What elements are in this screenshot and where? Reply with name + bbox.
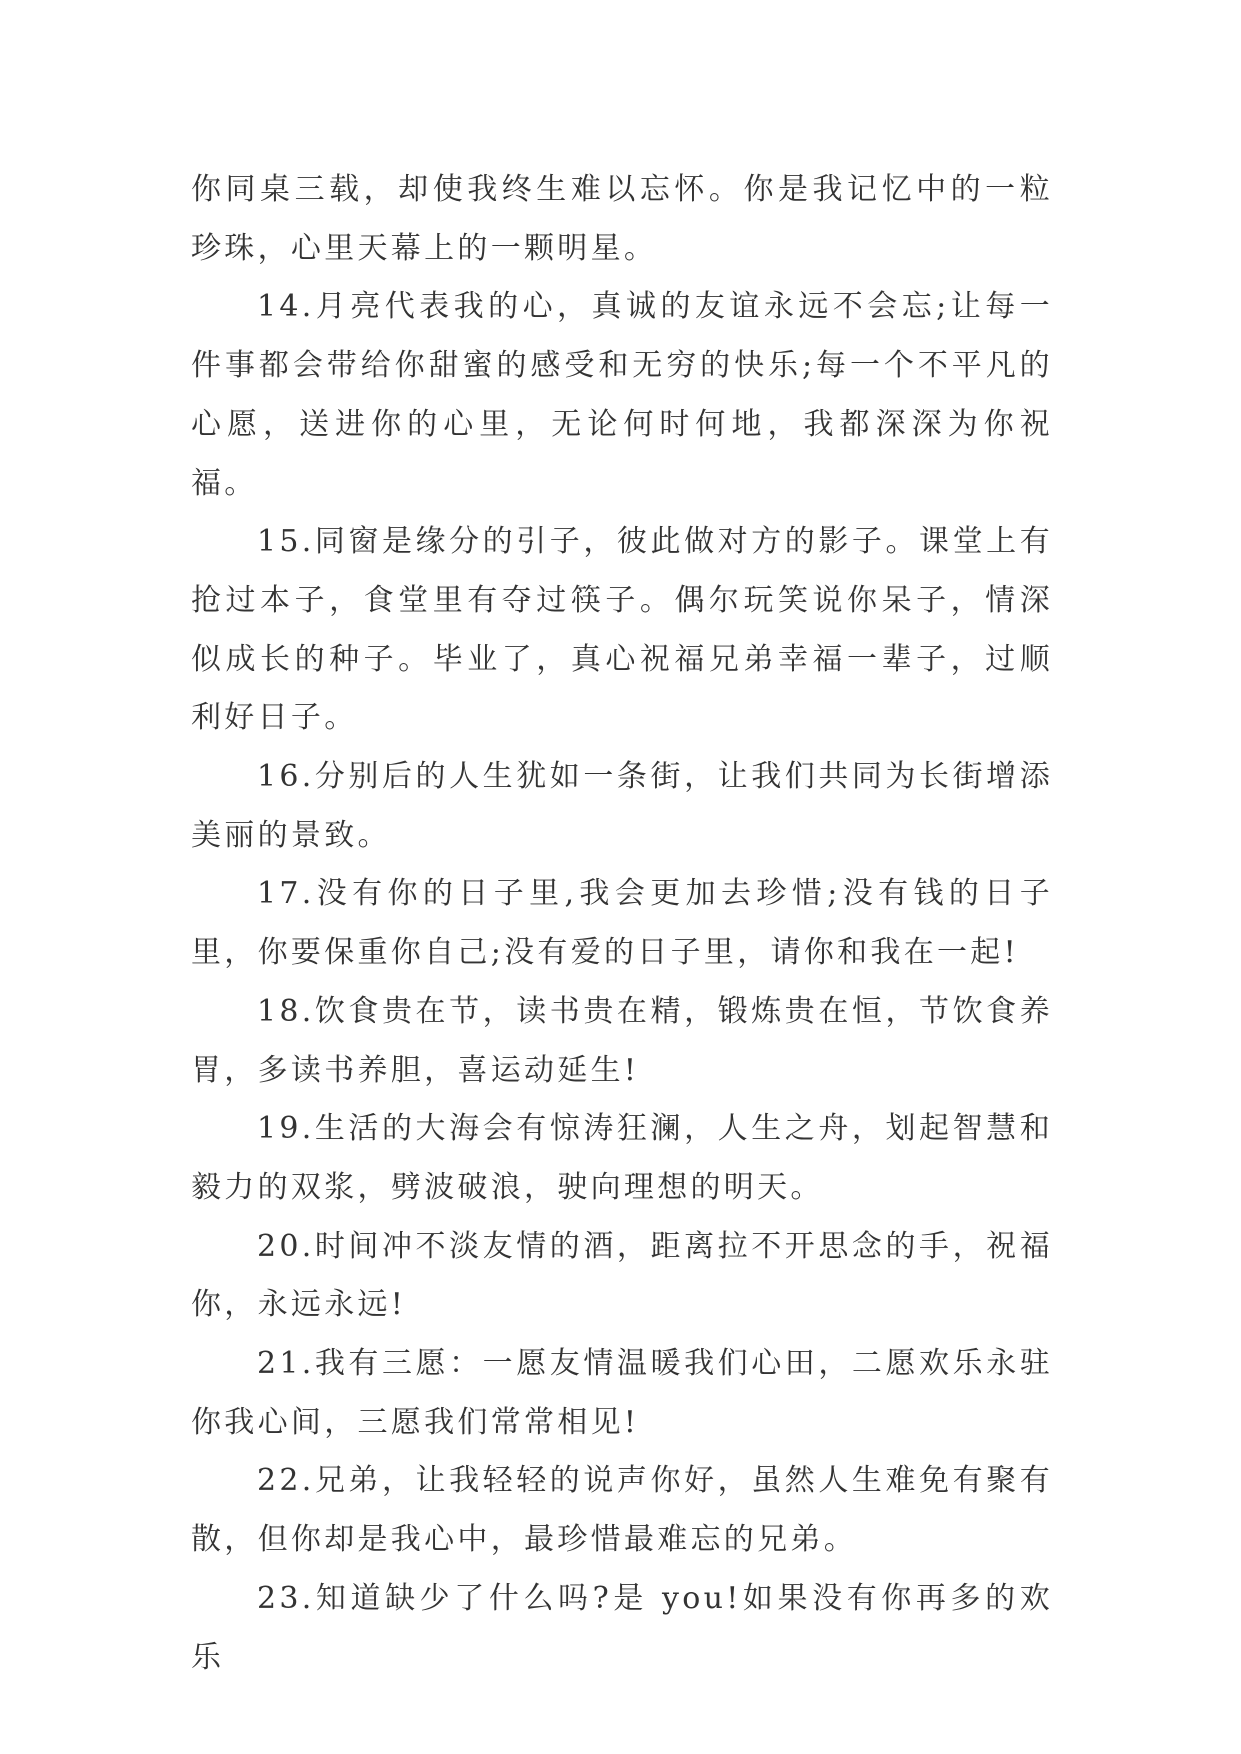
paragraph-item-17: 17.没有你的日子里,我会更加去珍惜;没有钱的日子里，你要保重你自己;没有爱的日子里，请你和我在一起! <box>191 876 1053 971</box>
paragraph-item-18: 18.饮食贵在节，读书贵在精，锻炼贵在恒，节饮食养胃，多读书养胆，喜运动延生! <box>191 993 1053 1088</box>
paragraph-item-14: 14.月亮代表我的心，真诚的友谊永远不会忘;让每一件事都会带给你甜蜜的感受和无穷的快乐;每一个不平凡的心愿，送进你的心里，无论何时何地，我都深深为你祝福。 <box>191 289 1053 501</box>
paragraph-item-22: 22.兄弟，让我轻轻的说声你好，虽然人生难免有聚有散，但你却是我心中，最珍惜最难忘的兄弟。 <box>191 1463 1053 1558</box>
paragraph-item-21: 21.我有三愿：一愿友情温暖我们心田，二愿欢乐永驻你我心间，三愿我们常常相见! <box>191 1346 1053 1440</box>
paragraph-item-23: 23.知道缺少了什么吗?是 you!如果没有你再多的欢乐 <box>191 1580 1053 1675</box>
paragraph-item-20: 20.时间冲不淡友情的酒，距离拉不开思念的手，祝福你，永远永远! <box>191 1228 1053 1323</box>
paragraph-item-19: 19.生活的大海会有惊涛狂澜，人生之舟，划起智慧和毅力的双浆，劈波破浪，驶向理想的明天。 <box>191 1111 1053 1205</box>
paragraph-item-16: 16.分别后的人生犹如一条街，让我们共同为长街增添美丽的景致。 <box>191 759 1053 853</box>
paragraph-item-15: 15.同窗是缘分的引子，彼此做对方的影子。课堂上有抢过本子，食堂里有夺过筷子。偶尔玩笑说你呆子，情深似成长的种子。毕业了，真心祝福兄弟幸福一辈子，过顺利好日子。 <box>191 524 1053 736</box>
paragraph-continuation: 你同桌三载，却使我终生难以忘怀。你是我记忆中的一粒珍珠，心里天幕上的一颗明星。 <box>191 172 1053 266</box>
document-body <box>191 161 1053 1687</box>
